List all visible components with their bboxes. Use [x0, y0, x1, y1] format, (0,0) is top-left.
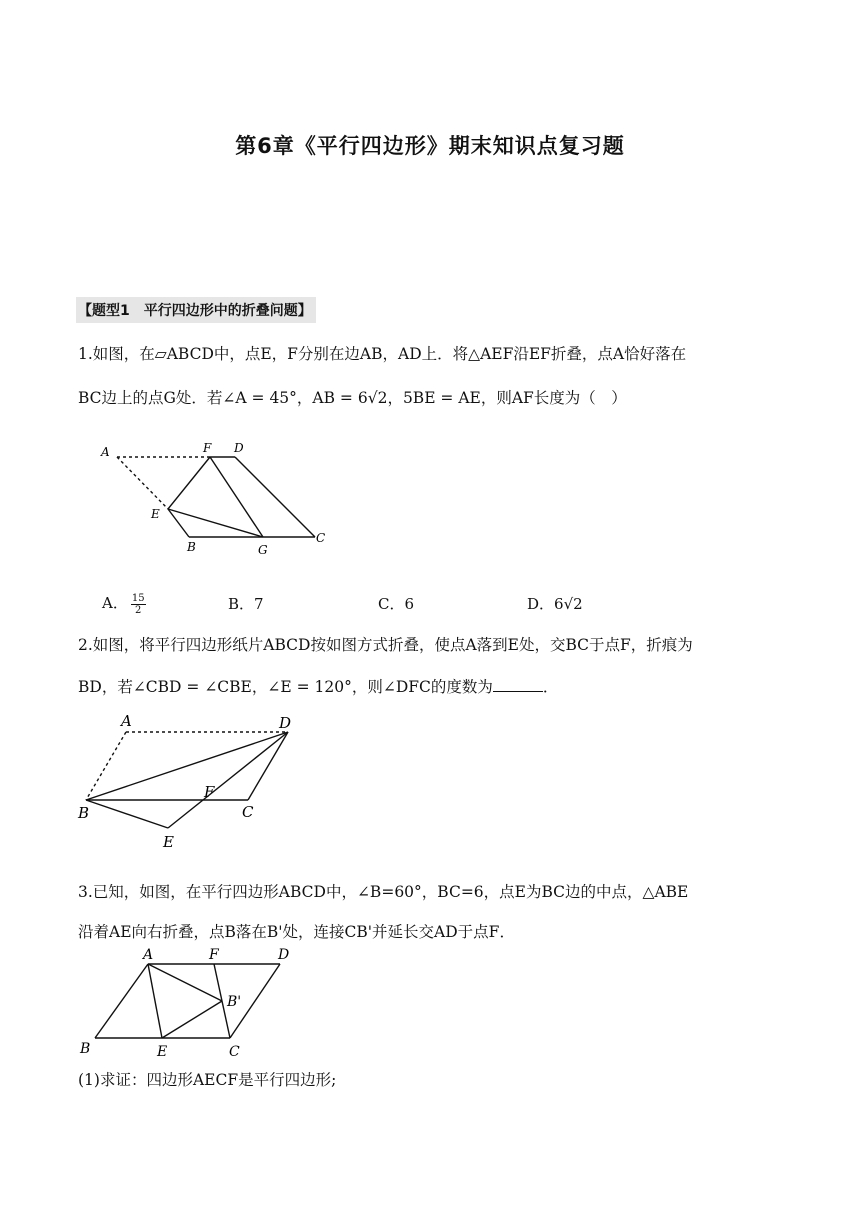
q1-edge-eb	[168, 509, 189, 537]
q1-edge-dc	[235, 457, 315, 537]
q1-option-d[interactable]: D．6√2	[527, 595, 583, 613]
q2-figure	[70, 708, 310, 853]
q1-label-d: D	[234, 441, 244, 455]
page-title: 第6章《平行四边形》期末知识点复习题	[235, 134, 625, 158]
q1-label-b: B	[187, 540, 196, 554]
q1-option-b[interactable]: B．7	[228, 595, 264, 613]
q1-option-a-denominator: 2	[135, 604, 142, 616]
q2-text-line2-after: ．	[542, 678, 559, 696]
q1-figure	[95, 436, 335, 561]
q3-label-e: E	[157, 1044, 168, 1060]
q2-text-line2	[78, 675, 558, 697]
section-heading: 【题型1 平行四边形中的折叠问题】	[76, 297, 316, 323]
q1-text-line1: 1.如图，在▱ABCD中，点E，F分别在边AB，AD上．将△AEF沿EF折叠，点A恰好落在	[78, 345, 687, 363]
q1-option-c[interactable]: C．6	[378, 595, 415, 613]
q2-edge-be	[86, 800, 168, 828]
q1-option-a-fraction	[131, 593, 146, 616]
q1-label-a: A	[101, 445, 110, 459]
q3-edge-ab1	[148, 964, 222, 1001]
q3-edge-ab	[95, 964, 148, 1038]
q2-edge-bd	[86, 732, 288, 800]
q1-label-f: F	[203, 441, 212, 455]
q3-label-f: F	[209, 947, 219, 963]
q2-label-f: F	[204, 783, 215, 801]
q1-edge-ae-dashed	[117, 457, 168, 509]
q3-sub1: (1)求证：四边形AECF是平行四边形;	[78, 1071, 337, 1089]
q2-label-d: D	[279, 714, 292, 732]
q2-text-line2-before: BD，若∠CBD = ∠CBE，∠E = 120°，则∠DFC的度数为	[78, 678, 493, 696]
q1-option-a[interactable]	[102, 592, 146, 616]
q2-edge-cd	[248, 732, 288, 800]
q1-edge-ef	[168, 457, 210, 509]
q3-edge-eb1	[162, 1001, 222, 1038]
q1-edge-eg	[168, 509, 263, 537]
q1-text-line2: BC边上的点G处．若∠A = 45°，AB = 6√2，5BE = AE，则AF长度为（ ）	[78, 389, 627, 407]
q1-edge-fg	[210, 457, 263, 537]
q1-label-e: E	[151, 507, 160, 521]
q2-edge-ab-dashed	[86, 732, 126, 800]
q3-label-a: A	[143, 947, 154, 963]
q3-text-line2: 沿着AE向右折叠，点B落在B'处，连接CB'并延长交AD于点F．	[78, 923, 515, 941]
q3-label-d: D	[278, 947, 290, 963]
q2-label-e: E	[163, 833, 174, 851]
q1-label-g: G	[258, 543, 268, 557]
q1-option-a-prefix: A．	[102, 594, 128, 612]
q2-label-c: C	[242, 803, 254, 821]
q1-label-c: C	[316, 531, 326, 545]
q2-label-b: B	[78, 804, 90, 822]
q2-answer-blank[interactable]	[493, 677, 543, 692]
q3-label-b-prime: B'	[227, 994, 242, 1010]
q2-edge-ed	[168, 732, 288, 828]
q3-text-line1: 3.已知，如图，在平行四边形ABCD中，∠B=60°，BC=6，点E为BC边的中点，△ABE	[78, 883, 689, 901]
q3-edge-ae	[148, 964, 162, 1038]
q3-label-c: C	[229, 1044, 240, 1060]
q2-label-a: A	[121, 712, 132, 730]
q2-text-line1: 2.如图，将平行四边形纸片ABCD按如图方式折叠，使点A落到E处，交BC于点F，折痕为	[78, 636, 693, 654]
q3-figure	[70, 944, 310, 1064]
q3-label-b: B	[80, 1041, 91, 1057]
q1-option-a-numerator: 15	[131, 592, 145, 604]
